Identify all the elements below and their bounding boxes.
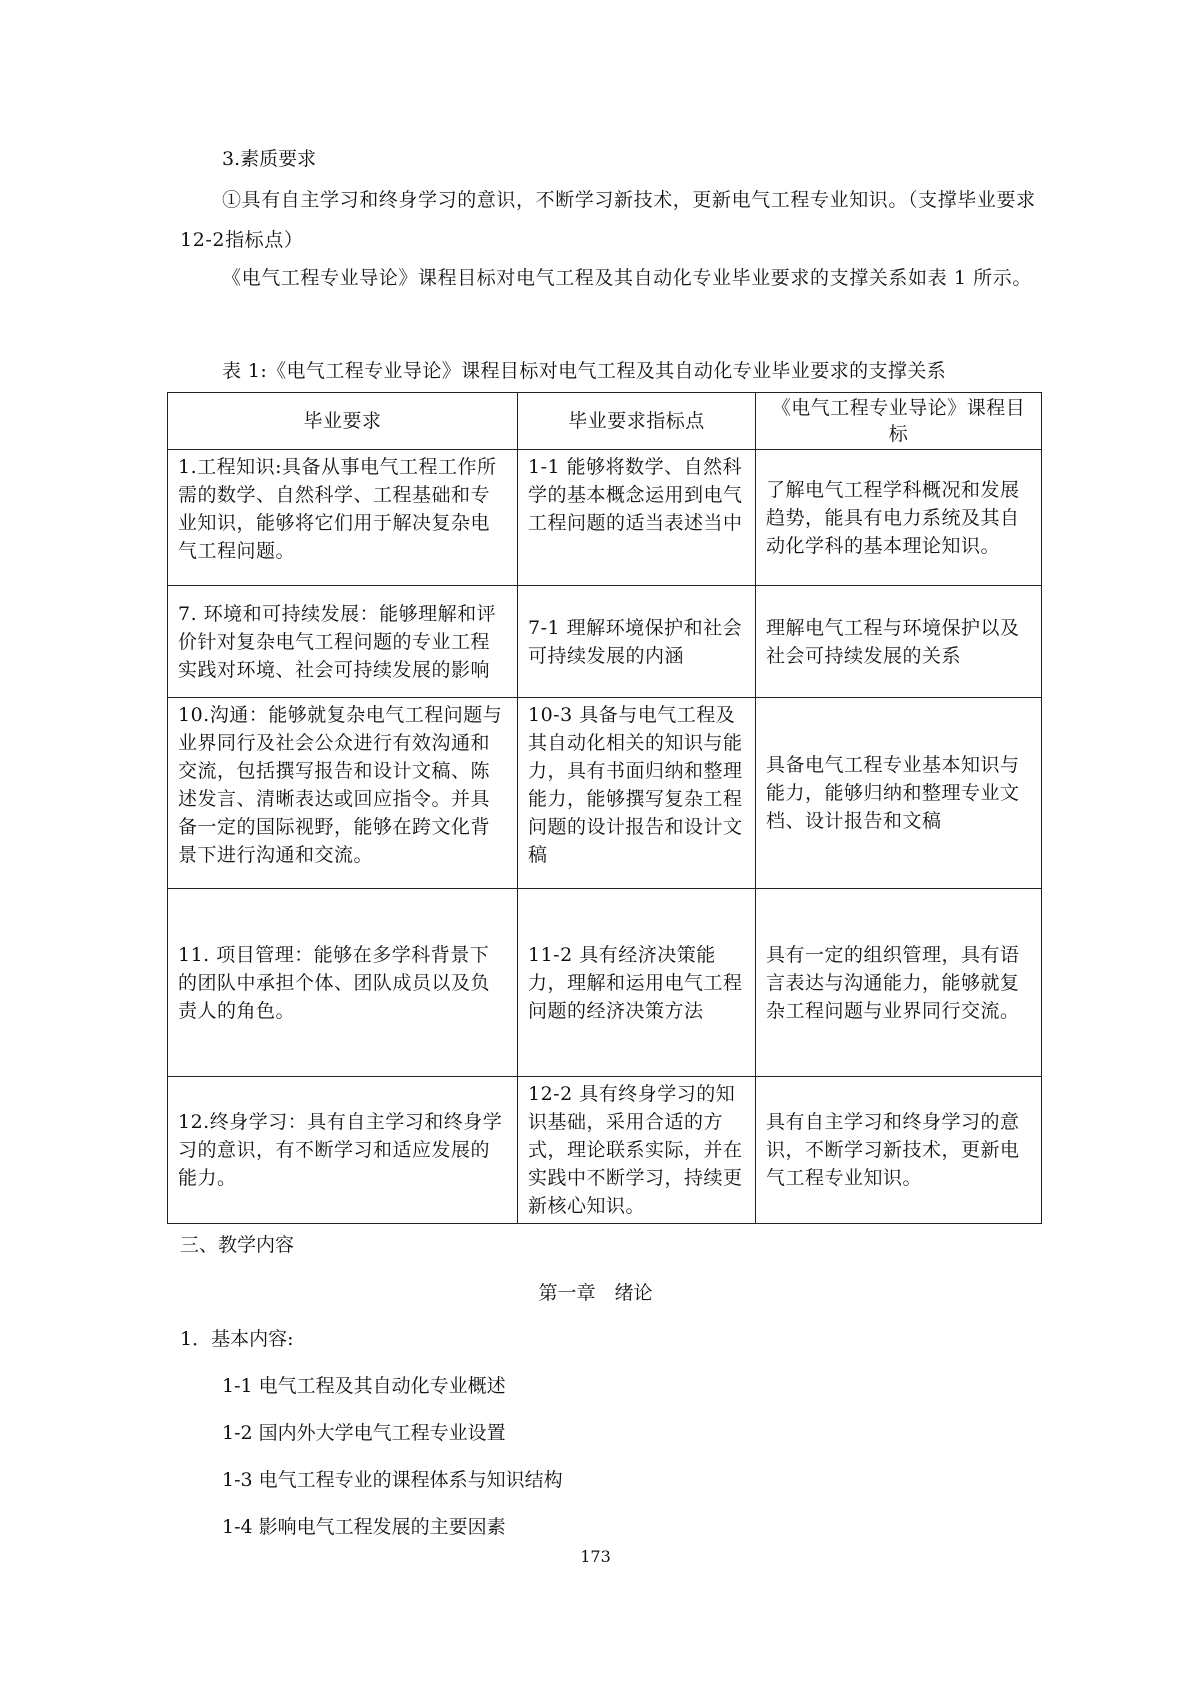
table-row xyxy=(168,698,1042,889)
table-cell: 10-3 具备与电气工程及其自动化相关的知识与能力，具有书面归纳和整理能力，能够撰写复杂工程问题的设计报告和设计文稿 xyxy=(518,698,756,889)
table-cell: 具备电气工程专业基本知识与能力，能够归纳和整理专业文档、设计报告和文稿 xyxy=(756,698,1042,889)
table-cell: 7. 环境和可持续发展：能够理解和评价针对复杂电气工程问题的专业工程实践对环境、社会可持续发展的影响 xyxy=(168,586,518,698)
table-cell: 理解电气工程与环境保护以及社会可持续发展的关系 xyxy=(756,586,1042,698)
list-item: 1-2 国内外大学电气工程专业设置 xyxy=(222,1422,506,1444)
header-course-objective: 《电气工程专业导论》课程目标 xyxy=(756,393,1042,450)
chapter-title: 第一章 绪论 xyxy=(538,1282,653,1304)
quality-requirement-item-1: ①具有自主学习和终身学习的意识，不断学习新技术，更新电气工程专业知识。（支撑毕业要求 12-2指标点） xyxy=(180,189,1036,251)
table-row xyxy=(168,586,1042,698)
table-cell: 1-1 能够将数学、自然科学的基本概念运用到电气工程问题的适当表述当中 xyxy=(518,450,756,586)
table-header-row xyxy=(168,393,1042,450)
list-item: 1-4 影响电气工程发展的主要因素 xyxy=(222,1516,506,1538)
basic-content-heading: 1．基本内容: xyxy=(180,1328,294,1350)
table-cell: 了解电气工程学科概况和发展趋势，能具有电力系统及其自动化学科的基本理论知识。 xyxy=(756,450,1042,586)
list-item: 1-1 电气工程及其自动化专业概述 xyxy=(222,1375,506,1397)
table-cell: 12.终身学习：具有自主学习和终身学习的意识，有不断学习和适应发展的能力。 xyxy=(168,1077,518,1224)
table-row xyxy=(168,450,1042,586)
table-cell: 1.工程知识:具备从事电气工程工作所需的数学、自然科学、工程基础和专业知识，能够将它们用于解决复杂电气工程问题。 xyxy=(168,450,518,586)
section-three-heading: 三、教学内容 xyxy=(180,1234,295,1256)
list-item: 1-3 电气工程专业的课程体系与知识结构 xyxy=(222,1469,563,1491)
page-number: 173 xyxy=(580,1547,611,1566)
table-cell: 具有自主学习和终身学习的意识，不断学习新技术，更新电气工程专业知识。 xyxy=(756,1077,1042,1224)
requirements-table xyxy=(167,392,1042,1224)
table-caption: 表 1:《电气工程专业导论》课程目标对电气工程及其自动化专业毕业要求的支撑关系 xyxy=(222,360,947,382)
table-row xyxy=(168,889,1042,1077)
header-graduation-requirement: 毕业要求 xyxy=(168,393,518,450)
table-cell: 11-2 具有经济决策能力，理解和运用电气工程问题的经济决策方法 xyxy=(518,889,756,1077)
header-indicator: 毕业要求指标点 xyxy=(518,393,756,450)
table-row xyxy=(168,1077,1042,1224)
table-cell: 12-2 具有终身学习的知识基础，采用合适的方式，理论联系实际，并在实践中不断学习，持续更新核心知识。 xyxy=(518,1077,756,1224)
table-cell: 10.沟通：能够就复杂电气工程问题与业界同行及社会公众进行有效沟通和交流，包括撰写报告和设计文稿、陈述发言、清晰表达或回应指令。并具备一定的国际视野，能够在跨文化背景下进行沟通和交流。 xyxy=(168,698,518,889)
table-cell: 11. 项目管理：能够在多学科背景下的团队中承担个体、团队成员以及负责人的角色。 xyxy=(168,889,518,1077)
table-cell: 具有一定的组织管理，具有语言表达与沟通能力，能够就复杂工程问题与业界同行交流。 xyxy=(756,889,1042,1077)
section-3-title: 3.素质要求 xyxy=(222,148,317,170)
intro-paragraph: 《电气工程专业导论》课程目标对电气工程及其自动化专业毕业要求的支撑关系如表 1 所示。 xyxy=(222,267,1032,289)
table-cell: 7-1 理解环境保护和社会可持续发展的内涵 xyxy=(518,586,756,698)
